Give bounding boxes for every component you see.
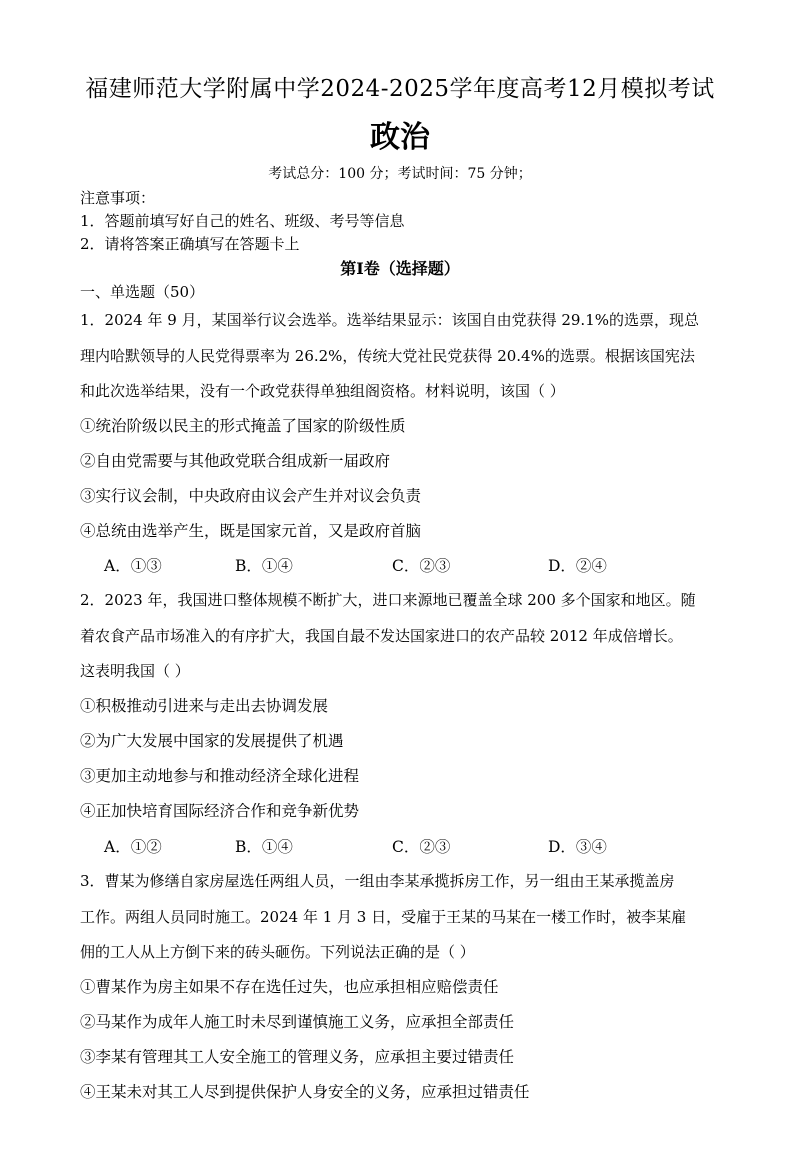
question-1-choices [104, 555, 704, 577]
question-1-option: ①统治阶级以民主的形式掩盖了国家的阶级性质 [80, 417, 406, 435]
question-2-option: ①积极推动引进来与走出去协调发展 [80, 697, 329, 715]
question-1-option: ③实行议会制，中央政府由议会产生并对议会负责 [80, 487, 422, 505]
question-3-line: 工作。两组人员同时施工。2024 年 1 月 3 日，受雇于王某的马某在一楼工作时，被李某雇 [80, 908, 687, 926]
question-2-option: ④正加快培育国际经济合作和竞争新优势 [80, 802, 360, 820]
question-3-option: ①曹某作为房主如果不存在选任过失，也应承担相应赔偿责任 [80, 978, 499, 996]
question-3-line: 3．曹某为修缮自家房屋选任两组人员，一组由李某承揽拆房工作，另一组由王某承揽盖房 [80, 872, 675, 890]
choice-a: A．①③ [104, 557, 162, 575]
part-heading: 一、单选题（50） [80, 283, 205, 301]
choice-d: D．③④ [548, 838, 607, 856]
choice-c: C．②③ [392, 838, 451, 856]
question-1-line: 和此次选举结果，没有一个政党获得单独组阁资格。材料说明，该国（ ） [80, 382, 565, 400]
question-3-option: ③李某有管理其工人安全施工的管理义务，应承担主要过错责任 [80, 1048, 515, 1066]
question-2-line: 着农食产品市场准入的有序扩大，我国自最不发达国家进口的农产品较 2012 年成倍增长。 [80, 627, 683, 645]
choice-c: C．②③ [392, 557, 451, 575]
question-2-option: ②为广大发展中国家的发展提供了机遇 [80, 732, 344, 750]
question-2-line: 2．2023 年，我国进口整体规模不断扩大，进口来源地已覆盖全球 200 多个国家和地区。随 [80, 591, 696, 609]
exam-info: 考试总分：100 分；考试时间：75 分钟； [268, 166, 532, 182]
subject-title: 政治 [370, 120, 430, 155]
question-1-option: ④总统由选举产生，既是国家元首，又是政府首脑 [80, 522, 422, 540]
question-3-line: 佣的工人从上方倒下来的砖头砸伤。下列说法正确的是（ ） [80, 943, 475, 961]
question-2-line: 这表明我国（ ） [80, 662, 190, 680]
question-2-option: ③更加主动地参与和推动经济全球化进程 [80, 767, 360, 785]
choice-a: A．①② [104, 838, 162, 856]
question-1-option: ②自由党需要与其他政党联合组成新一届政府 [80, 452, 391, 470]
choice-b: B．①④ [235, 557, 293, 575]
question-1-line: 理内哈默领导的人民党得票率为 26.2%，传统大党社民党获得 20.4%的选票。根据该国宪法 [80, 347, 695, 365]
question-2-choices [104, 836, 704, 858]
notice-item: 2．请将答案正确填写在答题卡上 [80, 235, 300, 253]
notice-heading: 注意事项： [80, 189, 156, 207]
exam-title: 福建师范大学附属中学2024-2025学年度高考12月模拟考试 [85, 76, 715, 102]
question-3-option: ②马某作为成年人施工时未尽到谨慎施工义务，应承担全部责任 [80, 1013, 515, 1031]
section-title: 第Ⅰ卷（选择题） [340, 259, 460, 278]
question-1-line: 1．2024 年 9 月，某国举行议会选举。选举结果显示：该国自由党获得 29.1%的选票，现总 [80, 311, 699, 329]
notice-item: 1．答题前填写好自己的姓名、班级、考号等信息 [80, 212, 405, 230]
question-3-option: ④王某未对其工人尽到提供保护人身安全的义务，应承担过错责任 [80, 1083, 530, 1101]
choice-d: D．②④ [548, 557, 607, 575]
choice-b: B．①④ [235, 838, 293, 856]
